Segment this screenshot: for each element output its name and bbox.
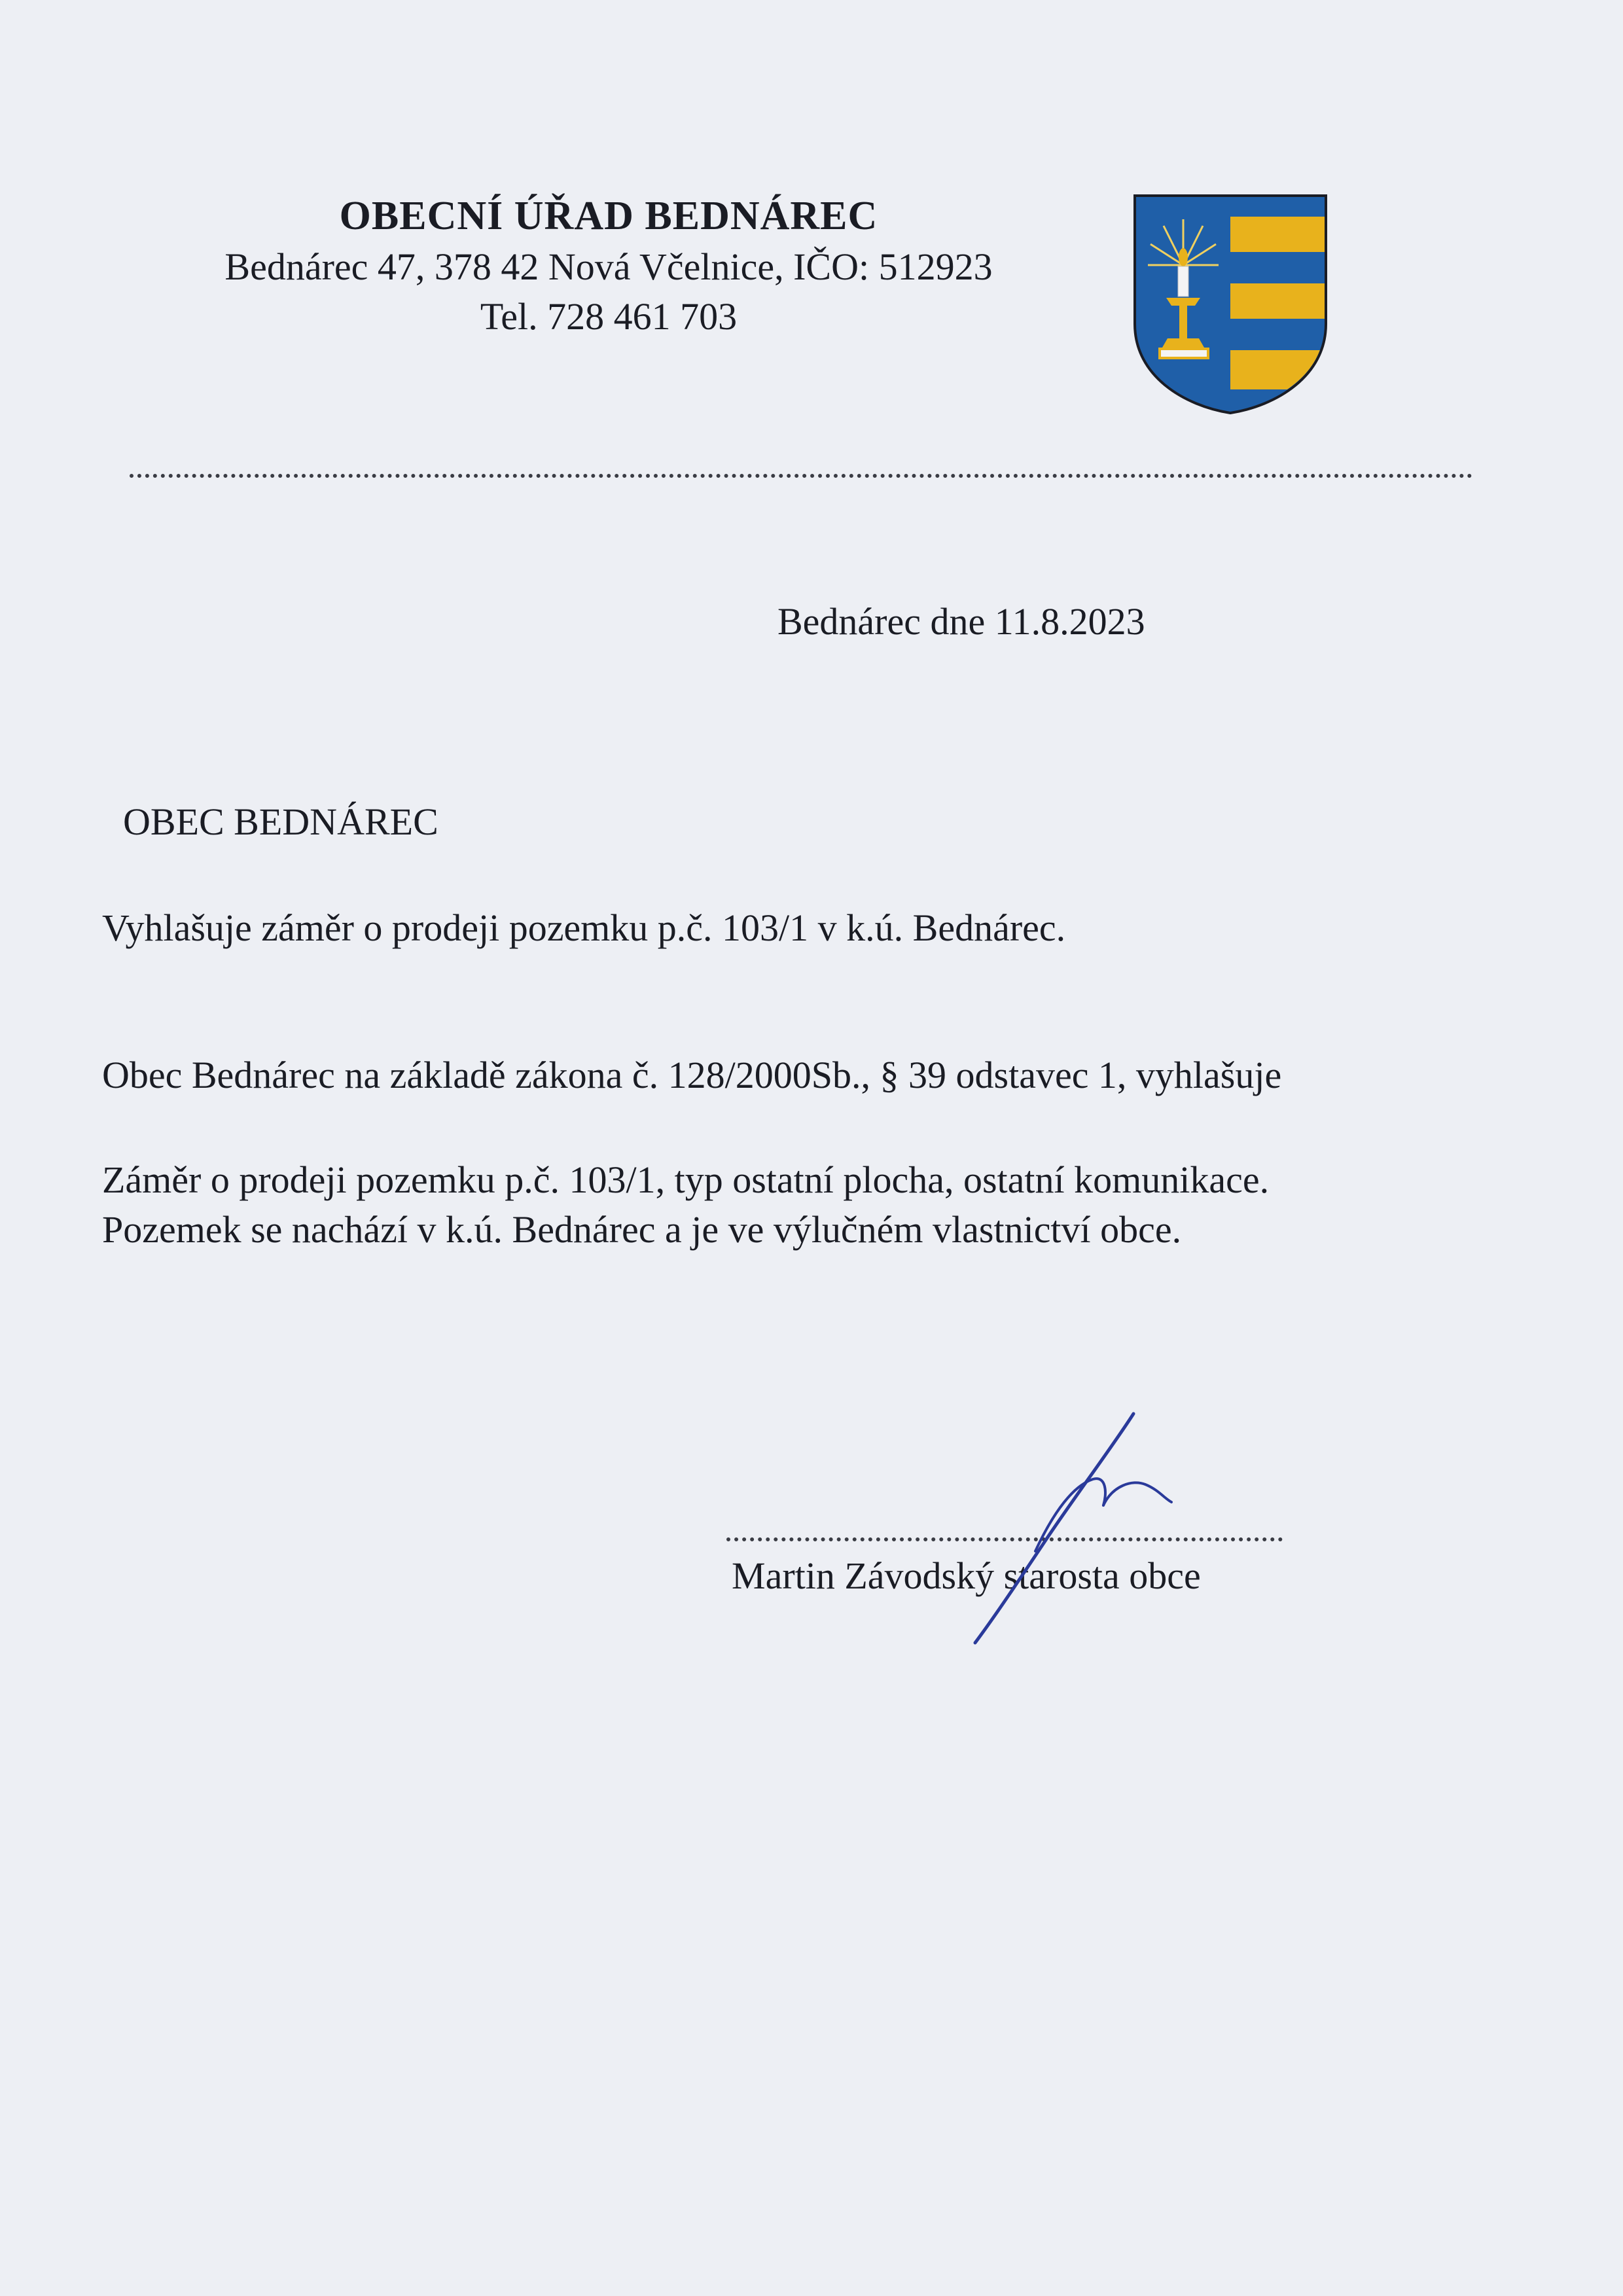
office-address: Bednárec 47, 378 42 Nová Včelnice, IČO: 512923 [224,245,993,288]
document-date: Bednárec dne 11.8.2023 [777,600,1145,643]
paragraph-details-line-2: Pozemek se nachází v k.ú. Bednárec a je ve výlučném vlastnictví obce. [102,1208,1182,1251]
paragraph-details [102,1155,1269,1255]
office-name: OBECNÍ ÚŘAD BEDNÁREC [339,194,878,238]
coat-of-arms-icon [1132,193,1329,416]
signatory-name: Martin Závodský starosta obce [732,1554,1201,1597]
paragraph-details-line-1: Záměr o prodeji pozemku p.č. 103/1, typ ostatní plocha, ostatní komunikace. [102,1158,1270,1201]
handwritten-signature-icon [897,1407,1185,1649]
letterhead [118,190,1099,342]
paragraph-announcement: Vyhlašuje záměr o prodeji pozemku p.č. 103/1 v k.ú. Bednárec. [102,906,1066,949]
addressee: OBEC BEDNÁREC [123,800,438,843]
office-phone: Tel. 728 461 703 [480,295,738,338]
header-divider [130,474,1472,478]
paragraph-legal-basis: Obec Bednárec na základě zákona č. 128/2000Sb., § 39 odstavec 1, vyhlašuje [102,1054,1282,1096]
